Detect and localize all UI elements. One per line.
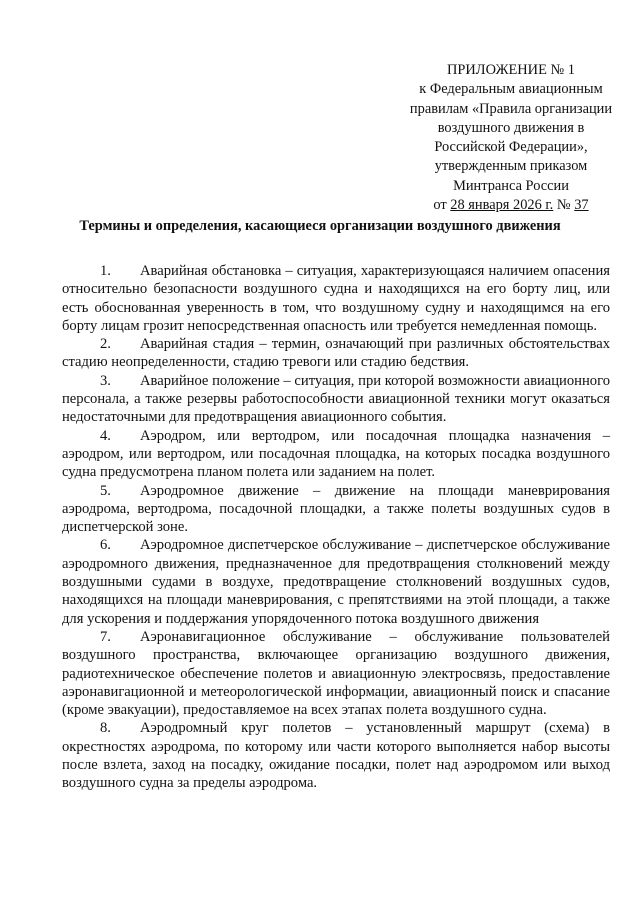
item-number: 1.: [100, 263, 111, 279]
item-text: Аэродромное движение – движение на площади маневрирования аэродрома, вертодрома, посадочной площадки, а также полеты воздушных судов в диспетчерской зоне.: [62, 482, 610, 536]
order-date: 28 января 2026 г.: [450, 197, 554, 214]
definition-item: [62, 536, 610, 627]
appendix-line: воздушного движения в: [437, 119, 585, 136]
definition-item: [62, 372, 610, 427]
definition-item: [62, 482, 610, 537]
appendix-line: правилам «Правила организации: [409, 100, 613, 117]
appendix-line: Минтранса России: [453, 177, 569, 194]
item-number: 5.: [100, 482, 111, 499]
item-number: 2.: [100, 336, 111, 353]
item-number: 8.: [100, 720, 111, 737]
item-text: Аварийная стадия – термин, означающий при различных обстоятельствах стадию неопределенности, стадию тревоги или стадию бедствия.: [62, 336, 610, 371]
definition-item: [62, 719, 610, 792]
definition-item: [62, 427, 610, 482]
definition-item: [62, 628, 610, 719]
appendix-line: утвержденным приказом: [434, 158, 588, 175]
item-number: 3.: [100, 372, 111, 389]
order-number: 37: [574, 197, 589, 214]
appendix-line: к Федеральным авиационным: [419, 81, 603, 98]
item-text: Аварийное положение – ситуация, при которой возможности авиационного персонала, а также резервы работоспособности авиационной техники могут оказаться недостаточными для предотвращения авиационного события.: [62, 372, 610, 426]
item-number: 4.: [100, 427, 111, 444]
date-prefix: от: [433, 197, 447, 214]
appendix-title: ПРИЛОЖЕНИЕ № 1: [447, 62, 575, 78]
appendix-date-line: [400, 196, 622, 215]
appendix-header: [400, 61, 622, 215]
item-number: 7.: [100, 628, 111, 645]
item-number: 6.: [100, 537, 111, 554]
item-text: Аэродромный круг полетов – установленный маршрут (схема) в окрестностях аэродрома, по которому или части которого выполняется набор высоты после взлета, заход на посадку, ожидание посадки, полет над аэродромом или выход воздушного судна за пределы аэродрома.: [62, 720, 610, 792]
item-text: Аэродромное диспетчерское обслуживание – диспетчерское обслуживание аэродромного движения, предназначенное для предотвращения столкновений между воздушными судами в воздухе, предотвращение столкновений воздушных судов, находящихся на площади маневрирования, с препятствиями на этой площади, а также для ускорения и поддержания упорядоченного потока воздушного движения: [62, 537, 610, 627]
definition-item: [62, 262, 610, 335]
item-text: Аварийная обстановка – ситуация, характеризующаяся наличием опасения относительно безопасности воздушного судна и находящихся на его борту лиц, или есть обоснованная уверенность в том, что воздушному судну и находящимся на его борту лицам грозит непосредственная опасность или требуется немедленная помощь.: [62, 263, 610, 334]
number-prefix: №: [556, 197, 571, 214]
definitions-list: [62, 262, 610, 793]
item-text: Аэродром, или вертодром, или посадочная площадка назначения – аэродром, или вертодром, или посадочная площадка, на которых посадка воздушного судна предусмотрена планом полета или заданием на полет.: [62, 427, 610, 481]
appendix-line: Российской Федерации»,: [434, 139, 588, 156]
item-text: Аэронавигационное обслуживание – обслуживание пользователей воздушного пространства, включающее организацию воздушного движения, радиотехническое обеспечение полетов и авиационную электросвязь, предоставление аэронавигационной и метеорологической информации, авиационный поиск и спасание (кроме эвакуации), предоставляемое на всех этапах полета воздушного судна.: [62, 628, 610, 719]
definition-item: [62, 335, 610, 372]
document-title: Термины и определения, касающиеся организации воздушного движения: [79, 218, 561, 234]
